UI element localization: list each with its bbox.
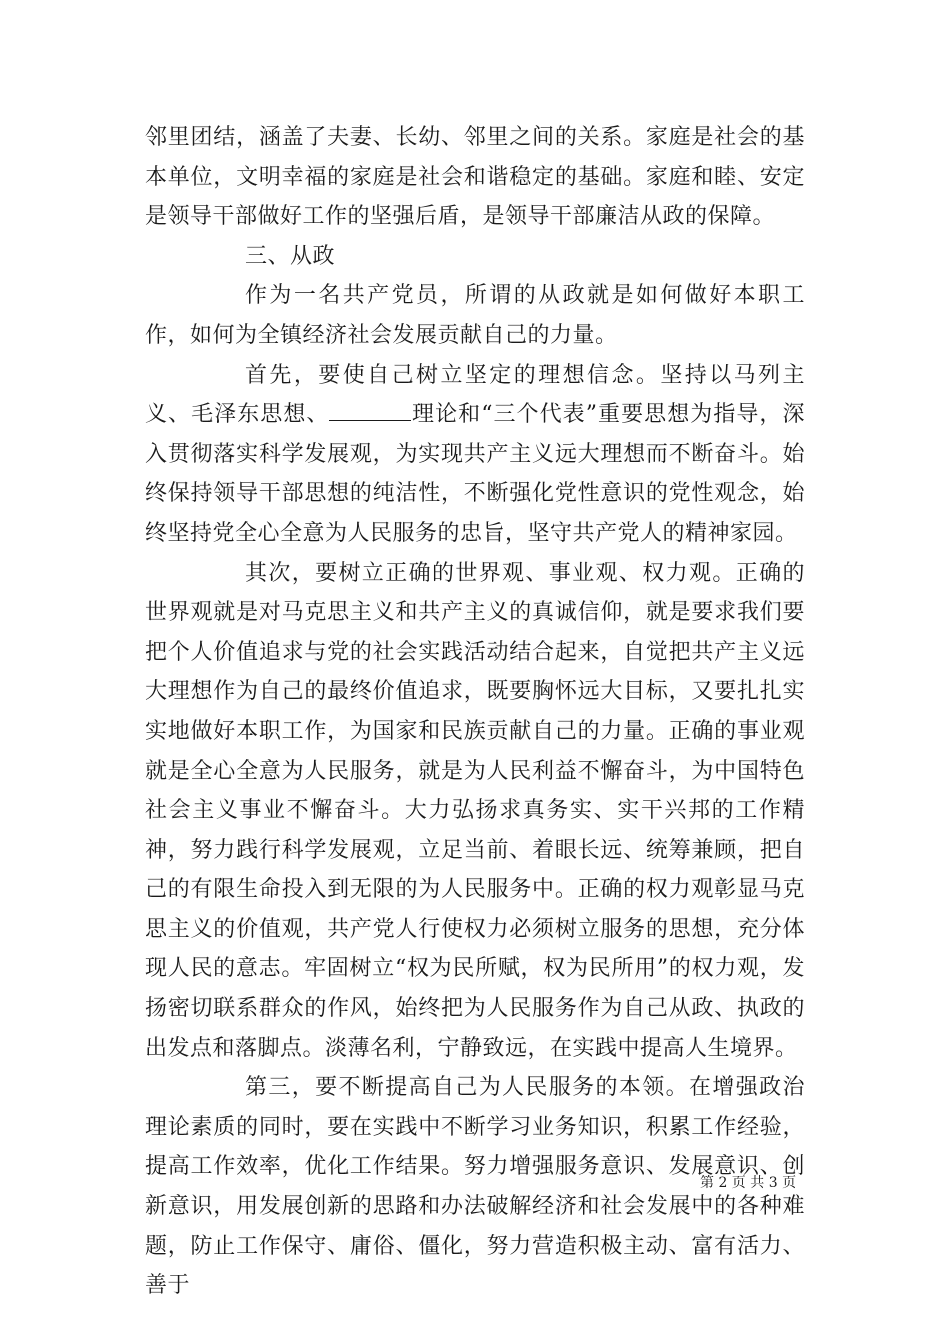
paragraph-intro: 作为一名共产党员，所谓的从政就是如何做好本职工作，如何为全镇经济社会发展贡献自己的力量。 (145, 283, 805, 348)
paragraph-second: 其次，要树立正确的世界观、事业观、权力观。正确的世界观就是对马克思主义和共产主义的真诚信仰，就是要求我们要把个人价值追求与党的社会实践活动结合起来，自觉把共产主义远大理想作为自己的最终价值追求，既要胸怀远大目标，又要扎扎实实地做好本职工作，为国家和民族贡献自己的力量。正确的事业观就是全心全意为人民服务，就是为人民利益不懈奋斗，为中国特色社会主义事业不懈奋斗。大力弘扬求真务实、实干兴邦的工作精神，努力践行科学发展观，立足当前、着眼长远、统筹兼顾，把自己的有限生命投入到无限的为人民服务中。正确的权力观彰显马克思主义的价值观，共产党人行使权力必须树立服务的思想，充分体现人民的意志。牢固树立“权为民所赋，权为民所用”的权力观，发扬密切联系群众的作风，始终把为人民服务作为自己从政、执政的出发点和落脚点。淡薄名利，宁静致远，在实践中提高人生境界。 (145, 560, 805, 1061)
fill-in-blank (329, 402, 411, 421)
section-heading: 三、从政 (245, 243, 336, 269)
paragraph-continued: 邻里团结，涵盖了夫妻、长幼、邻里之间的关系。家庭是社会的基本单位，文明幸福的家庭是社会和谐稳定的基础。家庭和睦、安定是领导干部做好工作的坚强后盾，是领导干部廉洁从政的保障。 (145, 125, 805, 230)
page-number: 第 2 页 共 3 页 (700, 1175, 797, 1191)
paragraph-third: 第三，要不断提高自己为人民服务的本领。在增强政治理论素质的同时，要在实践中不断学习业务知识，积累工作经验，提高工作效率，优化工作结果。努力增强服务意识、发展意识、创新意识，用发展创新的思路和办法破解经济和社会发展中的各种难题，防止工作保守、庸俗、僵化，努力营造积极主动、富有活力、善于 (145, 1075, 805, 1299)
document-body (145, 118, 805, 1306)
paragraph-first (145, 356, 805, 554)
paragraph-first-part1: 首先，要使自己树立坚定的理想信念。坚持以马列主义、毛泽东思想、 (145, 362, 805, 428)
paragraph-first-part2: 理论和“三个代表”重要思想为指导，深入贯彻落实科学发展观，为实现共产主义远大理想而不断奋斗。始终保持领导干部思想的纯洁性，不断强化党性意识的党性观念，始终坚持党全心全意为人民服务的忠旨，坚守共产党人的精神家园。 (145, 402, 805, 546)
